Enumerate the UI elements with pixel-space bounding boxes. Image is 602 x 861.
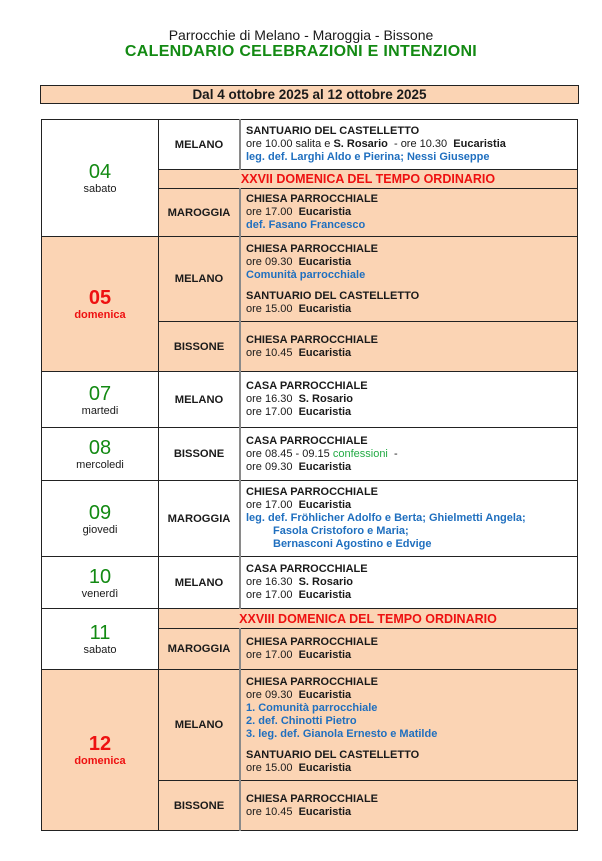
- intention-text: leg. def. Larghi Aldo e Pierina; Nessi Giuseppe: [246, 151, 490, 163]
- schedule-line: [246, 206, 572, 219]
- event-text: Eucaristia: [298, 805, 352, 818]
- table-row: [42, 481, 578, 557]
- calendar-table: [41, 119, 578, 831]
- schedule-line: [246, 303, 572, 316]
- details-cell: [240, 670, 578, 781]
- schedule-line: [246, 649, 572, 662]
- table-row: [42, 557, 578, 609]
- event-text: Eucaristia: [298, 302, 352, 315]
- place-name: CHIESA PARROCCHIALE: [246, 792, 379, 805]
- table-row: [42, 428, 578, 481]
- intention-text: Bernasconi Agostino e Edvige: [273, 538, 432, 550]
- intention-text: 2. def. Chinotti Pietro: [246, 714, 357, 727]
- time-text: ore 15.00: [246, 761, 299, 774]
- day-number: 05: [88, 287, 112, 309]
- event-text: Eucaristia: [298, 688, 352, 701]
- details-cell: [240, 189, 578, 237]
- event-text: Eucaristia: [298, 346, 352, 359]
- time-text: ore 10.45: [246, 346, 299, 359]
- details-cell: [240, 372, 578, 428]
- place-name: SANTUARIO DEL CASTELLETTO: [246, 748, 420, 761]
- day-cell: [42, 120, 159, 237]
- schedule-line: [246, 347, 572, 360]
- schedule-line: [246, 256, 572, 269]
- table-row: [42, 670, 578, 781]
- location-cell: BISSONE: [159, 781, 241, 831]
- place-name: CHIESA PARROCCHIALE: [246, 675, 379, 688]
- liturgical-banner: XXVIII DOMENICA DEL TEMPO ORDINARIO: [159, 609, 578, 629]
- location-cell: MELANO: [159, 120, 241, 170]
- time-text: ore 17.00: [246, 589, 299, 601]
- day-cell: [42, 481, 159, 557]
- place-name: CHIESA PARROCCHIALE: [246, 636, 379, 648]
- place-name: SANTUARIO DEL CASTELLETTO: [246, 289, 420, 302]
- date-range-banner: Dal 4 ottobre 2025 al 12 ottobre 2025: [40, 85, 579, 104]
- intention-text: Comunità parrocchiale: [246, 268, 366, 281]
- intention-text: 3. leg. def. Gianola Ernesto e Matilde: [246, 727, 438, 740]
- event-text: Eucaristia: [298, 255, 352, 268]
- details-cell: [240, 120, 578, 170]
- day-cell: [42, 557, 159, 609]
- time-text: ore 17.00: [246, 406, 299, 418]
- separator-text: -: [387, 447, 398, 460]
- place-name: SANTUARIO DEL CASTELLETTO: [246, 125, 420, 137]
- schedule-line: [246, 461, 572, 474]
- details-cell: [240, 322, 578, 372]
- day-name: giovedi: [82, 523, 118, 536]
- day-number: 09: [88, 501, 112, 524]
- schedule-line: [246, 576, 572, 589]
- event-text: Eucaristia: [298, 406, 352, 418]
- time-text: ore 10.45: [246, 805, 299, 818]
- schedule-line: [246, 762, 572, 775]
- details-cell: [240, 428, 578, 481]
- schedule-line: [246, 448, 572, 461]
- place-name: CHIESA PARROCCHIALE: [246, 486, 379, 498]
- time-text: ore 15.00: [246, 302, 299, 315]
- day-name: sabato: [83, 644, 117, 656]
- time-text: ore 08.45 - 09.15: [246, 447, 333, 460]
- time-text: ore 09.30: [246, 255, 299, 268]
- schedule-line: [246, 406, 572, 419]
- table-row: [42, 609, 578, 629]
- time-text: ore 16.30: [246, 393, 299, 405]
- location-cell: MAROGGIA: [159, 189, 241, 237]
- day-name: domenica: [74, 755, 126, 767]
- schedule-line: [246, 138, 572, 151]
- location-cell: MELANO: [159, 557, 241, 609]
- place-name: CASA PARROCCHIALE: [246, 563, 368, 575]
- time-text: ore 17.00: [246, 206, 299, 218]
- event-text: Eucaristia: [298, 761, 352, 774]
- location-cell: BISSONE: [159, 322, 241, 372]
- table-row: [42, 120, 578, 170]
- event-text: Eucaristia: [453, 138, 506, 150]
- location-cell: MELANO: [159, 372, 241, 428]
- place-name: CHIESA PARROCCHIALE: [246, 193, 379, 205]
- intention-text: Fasola Cristoforo e Maria;: [273, 525, 409, 537]
- event-text: Eucaristia: [298, 460, 352, 473]
- place-name: CHIESA PARROCCHIALE: [246, 242, 379, 255]
- time-text: ore 09.30: [246, 688, 299, 701]
- day-cell: [42, 670, 159, 831]
- location-cell: MAROGGIA: [159, 481, 241, 557]
- event-text: S. Rosario: [298, 393, 353, 405]
- day-number: 11: [89, 622, 111, 644]
- intention-text: leg. def. Fröhlicher Adolfo e Berta; Ghielmetti Angela;: [246, 512, 526, 524]
- day-name: mercoledi: [76, 459, 124, 471]
- time-text: - ore 10.30: [387, 138, 454, 150]
- event-text: Eucaristia: [298, 589, 352, 601]
- event-text: Eucaristia: [298, 499, 352, 511]
- time-text: ore 17.00: [246, 649, 299, 661]
- event-text: S. Rosario: [333, 138, 388, 150]
- location-cell: MAROGGIA: [159, 629, 241, 670]
- time-text: ore 10.00 salita e: [246, 138, 334, 150]
- day-cell: [42, 237, 159, 372]
- time-text: ore 09.30: [246, 460, 299, 473]
- time-text: ore 16.30: [246, 576, 299, 588]
- confession-text: confessioni: [332, 447, 388, 460]
- location-cell: BISSONE: [159, 428, 241, 481]
- intention-text: def. Fasano Francesco: [246, 219, 366, 231]
- details-cell: [240, 781, 578, 831]
- event-text: S. Rosario: [298, 576, 353, 588]
- details-cell: [240, 237, 578, 322]
- time-text: ore 17.00: [246, 499, 299, 511]
- schedule-line: [246, 393, 572, 406]
- day-cell: [42, 609, 159, 670]
- parishes-subtitle: Parrocchie di Melano - Maroggia - Bissone: [168, 27, 434, 43]
- details-cell: [240, 481, 578, 557]
- location-cell: MELANO: [159, 670, 241, 781]
- day-cell: [42, 372, 159, 428]
- day-number: 08: [88, 437, 112, 459]
- place-name: CASA PARROCCHIALE: [246, 380, 368, 392]
- day-name: venerdì: [81, 587, 119, 600]
- table-row: [42, 372, 578, 428]
- day-number: 04: [88, 161, 112, 183]
- event-text: Eucaristia: [298, 206, 352, 218]
- details-cell: [240, 557, 578, 609]
- liturgical-banner: XXVII DOMENICA DEL TEMPO ORDINARIO: [159, 170, 578, 189]
- location-cell: MELANO: [159, 237, 241, 322]
- event-text: Eucaristia: [298, 649, 352, 661]
- schedule-line: [246, 499, 572, 512]
- day-number: 12: [88, 733, 112, 755]
- day-name: sabato: [83, 183, 117, 195]
- day-name: martedi: [81, 404, 119, 417]
- schedule-line: [246, 806, 572, 819]
- schedule-line: [246, 589, 572, 602]
- day-name: domenica: [74, 309, 126, 321]
- calendar-title: CALENDARIO CELEBRAZIONI E INTENZIONI: [124, 43, 478, 60]
- place-name: CASA PARROCCHIALE: [246, 434, 368, 447]
- details-cell: [240, 629, 578, 670]
- table-row: [42, 237, 578, 322]
- day-number: 10: [88, 565, 112, 588]
- schedule-line: [246, 689, 572, 702]
- day-cell: [42, 428, 159, 481]
- intention-text: 1. Comunità parrocchiale: [246, 701, 378, 714]
- day-number: 07: [88, 382, 112, 405]
- place-name: CHIESA PARROCCHIALE: [246, 333, 379, 346]
